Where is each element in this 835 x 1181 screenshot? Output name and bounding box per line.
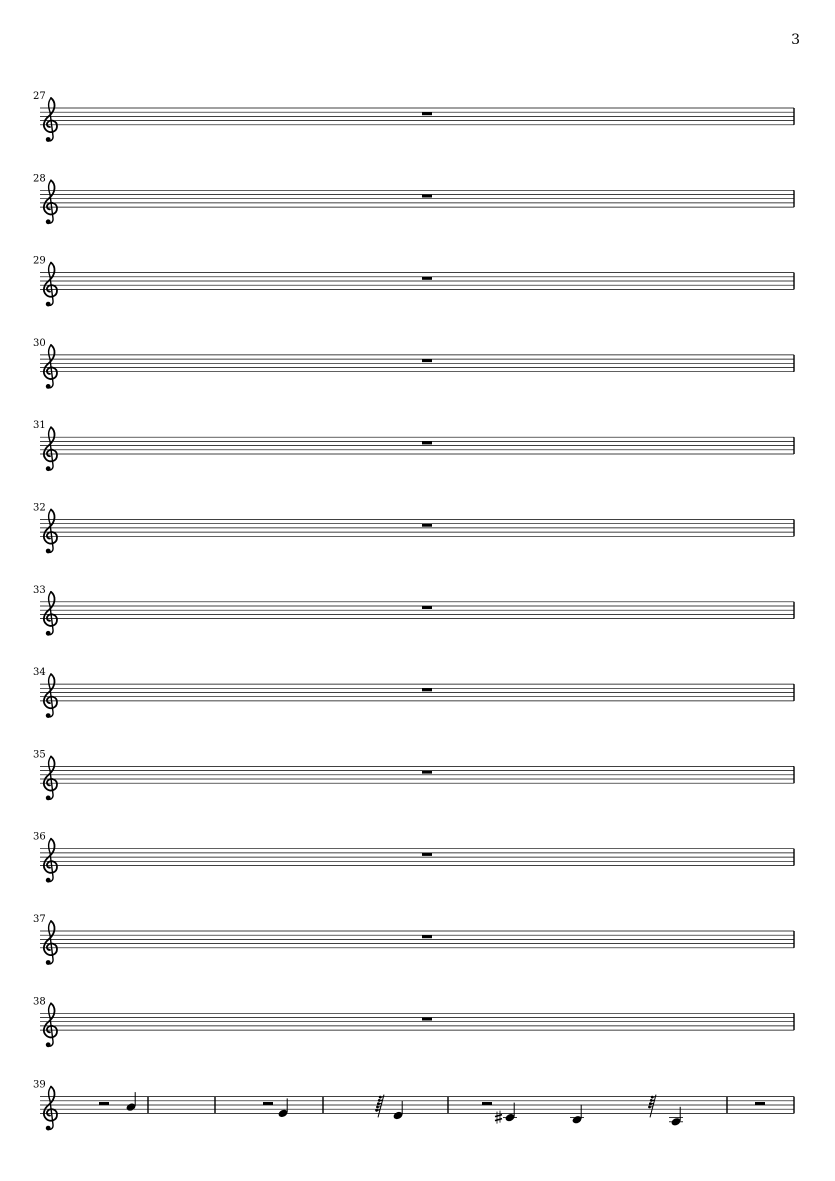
- measure-number: 32: [33, 502, 46, 514]
- staff-system: [33, 91, 794, 142]
- staff-system: [33, 503, 794, 554]
- treble-clef-icon: [44, 921, 57, 965]
- measure-number: 34: [33, 667, 46, 679]
- measure-number: 35: [33, 749, 46, 761]
- treble-clef-icon: [44, 510, 57, 554]
- staff-system: [33, 832, 794, 883]
- measure-number: 37: [33, 914, 46, 925]
- treble-clef-icon: [44, 756, 57, 800]
- treble-clef-icon: [44, 345, 57, 389]
- measure-number: 39: [33, 1079, 46, 1091]
- measure-number: 31: [33, 420, 46, 432]
- staff-system: [33, 996, 794, 1047]
- half-rest-icon: [263, 1102, 273, 1105]
- measure-number: 30: [33, 337, 46, 349]
- half-rest-icon: [482, 1102, 492, 1105]
- whole-rest-icon: [422, 935, 432, 938]
- sharp-icon: [495, 1111, 502, 1124]
- measure-number: 27: [33, 91, 46, 102]
- page-number: 3: [791, 32, 800, 48]
- staff-system: [33, 420, 794, 471]
- whole-rest-icon: [422, 606, 432, 609]
- treble-clef-icon: [44, 263, 57, 307]
- half-rest-icon: [755, 1102, 765, 1105]
- quarter-note: [570, 1105, 584, 1125]
- treble-clef-icon: [44, 98, 57, 142]
- staff-system: [33, 338, 794, 389]
- treble-clef-icon: [44, 592, 57, 636]
- staff-system: [33, 1080, 794, 1131]
- measure-number: 29: [33, 255, 46, 267]
- quarter-note: [669, 1107, 683, 1127]
- measure-number: 33: [33, 584, 46, 596]
- staff-system: [33, 914, 794, 965]
- treble-clef-icon: [44, 674, 57, 718]
- staff-system: [33, 749, 794, 800]
- quarter-note: [277, 1098, 288, 1118]
- treble-clef-icon: [44, 427, 57, 471]
- measure-number: 28: [33, 173, 46, 185]
- short-rest-icon: [375, 1095, 384, 1118]
- measure-number: 38: [33, 996, 46, 1008]
- treble-clef-icon: [44, 1003, 57, 1047]
- whole-rest-icon: [422, 524, 432, 527]
- staff-system: [33, 667, 794, 718]
- treble-clef-icon: [44, 1087, 57, 1131]
- staff-system: [33, 256, 794, 307]
- half-rest-icon: [99, 1102, 109, 1105]
- whole-rest-icon: [422, 771, 432, 774]
- whole-rest-icon: [422, 112, 432, 115]
- treble-clef-icon: [44, 180, 57, 224]
- whole-rest-icon: [422, 195, 432, 198]
- whole-rest-icon: [422, 277, 432, 280]
- whole-rest-icon: [422, 441, 432, 444]
- whole-rest-icon: [422, 359, 432, 362]
- whole-rest-icon: [422, 853, 432, 856]
- short-rest-icon: [648, 1095, 656, 1118]
- staff-system: [33, 173, 794, 224]
- staff-system: [33, 585, 794, 636]
- quarter-note: [392, 1101, 403, 1121]
- treble-clef-icon: [44, 839, 57, 883]
- measure-number: 36: [33, 831, 46, 843]
- whole-rest-icon: [422, 688, 432, 691]
- whole-rest-icon: [422, 1018, 432, 1021]
